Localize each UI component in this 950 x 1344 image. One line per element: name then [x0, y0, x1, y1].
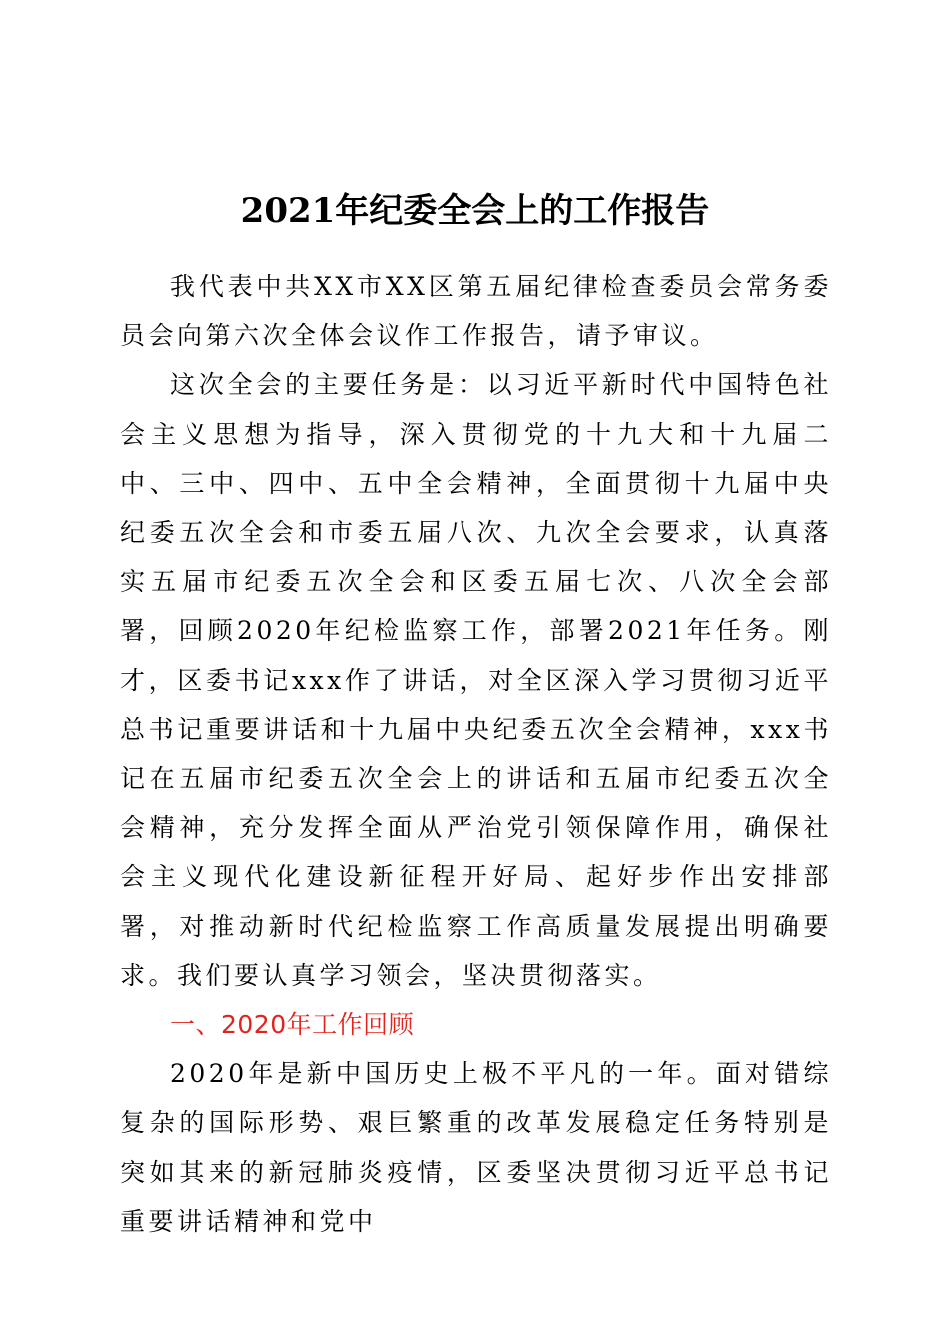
document-body: [120, 262, 832, 1246]
paragraph-main-tasks: 这次全会的主要任务是：以习近平新时代中国特色社会主义思想为指导，深入贯彻党的十九大和十九届二中、三中、四中、五中全会精神，全面贯彻十九届中央纪委五次全会和市委五届八次、九次全会要求，认真落实五届市纪委五次全会和区委五届七次、八次全会部署，回顾2020年纪检监察工作，部署2021年任务。刚才，区委书记xxx作了讲话，对全区深入学习贯彻习近平总书记重要讲话和十九届中央纪委五次全会精神，xxx书记在五届市纪委五次全会上的讲话和五届市纪委五次全会精神，充分发挥全面从严治党引领保障作用，确保社会主义现代化建设新征程开好局、起好步作出安排部署，对推动新时代纪检监察工作高质量发展提出明确要求。我们要认真学习领会，坚决贯彻落实。: [120, 370, 832, 990]
section-heading: 一、2020年工作回顾: [170, 1010, 415, 1040]
paragraph-intro: 我代表中共XX市XX区第五届纪律检查委员会常务委员会向第六次全体会议作工作报告，请予审议。: [120, 272, 832, 351]
paragraph-review: 2020年是新中国历史上极不平凡的一年。面对错综复杂的国际形势、艰巨繁重的改革发展稳定任务特别是突如其来的新冠肺炎疫情，区委坚决贯彻习近平总书记重要讲话精神和党中: [120, 1059, 832, 1236]
document-title: 2021年纪委全会上的工作报告: [240, 191, 710, 231]
